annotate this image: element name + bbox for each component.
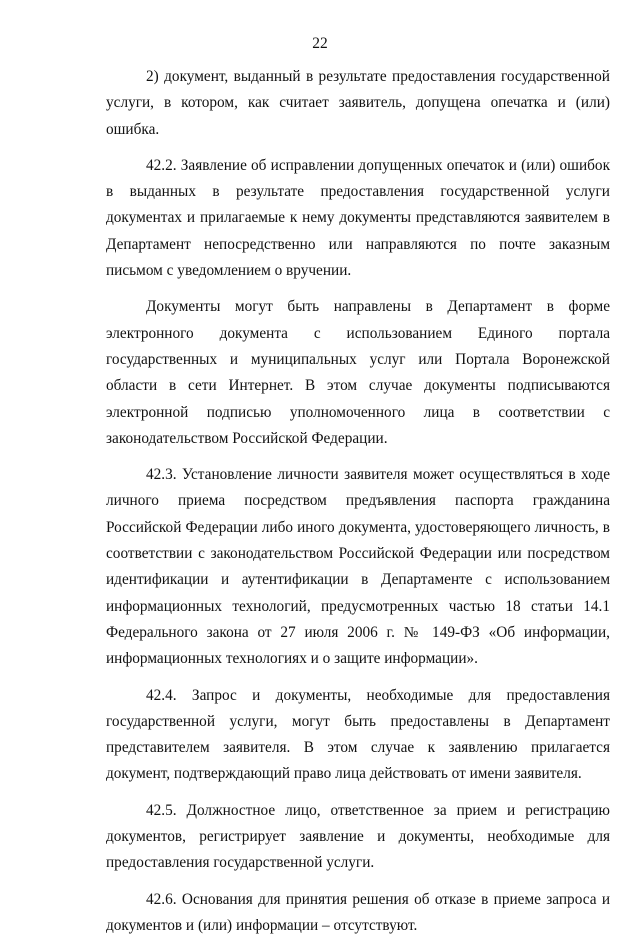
paragraph-42-4: 42.4. Запрос и документы, необходимые для предоставления государственной услуги, могут быть предоставлены в Департамент представителем заявителя. В этом случае к заявлению прилагается документ, подтверждающий право лица действовать от имени заявителя.: [106, 686, 610, 783]
page-number: 22: [312, 35, 328, 52]
paragraph-42-5: 42.5. Должностное лицо, ответственное за прием и регистрацию документов, регистрирует заявление и документы, необходимые для предоставления государственной услуги.: [106, 801, 610, 872]
paragraph-item-2: 2) документ, выданный в результате предоставления государственной услуги, в котором, как считает заявитель, допущена опечатка и (или) ошибка.: [106, 68, 610, 138]
document-body: [106, 64, 610, 949]
paragraph-electronic-documents: Документы могут быть направлены в Департамент в форме электронного документа с использованием Единого портала государственных и муниципальных услуг или Портала Воронежской области в сети Интернет. В этом случае документы подписываются электронной подписью уполномоченного лица в соответствии с законодательством Российской Федерации.: [106, 298, 610, 447]
paragraph-42-2: 42.2. Заявление об исправлении допущенных опечаток и (или) ошибок в выданных в результате предоставления государственной услуги документах и прилагаемые к нему документы представляются заявителем в Департамент непосредственно или направляются по почте заказным письмом с уведомлением о вручении.: [106, 156, 610, 280]
paragraph-42-6: 42.6. Основания для принятия решения об отказе в приеме запроса и документов и (или) информации – отсутствуют.: [106, 890, 610, 934]
paragraph-42-3: 42.3. Установление личности заявителя может осуществляться в ходе личного приема посредством предъявления паспорта гражданина Российской Федерации либо иного документа, удостоверяющего личность, в соответствии с законодательством Российской Федерации или посредством идентификации и аутентификации в Департаменте с использованием информационных технологий, предусмотренных частью 18 статьи 14.1 Федерального закона от 27 июля 2006 г. № 149-ФЗ «Об информации, информационных технологиях и о защите информации».: [106, 466, 610, 668]
